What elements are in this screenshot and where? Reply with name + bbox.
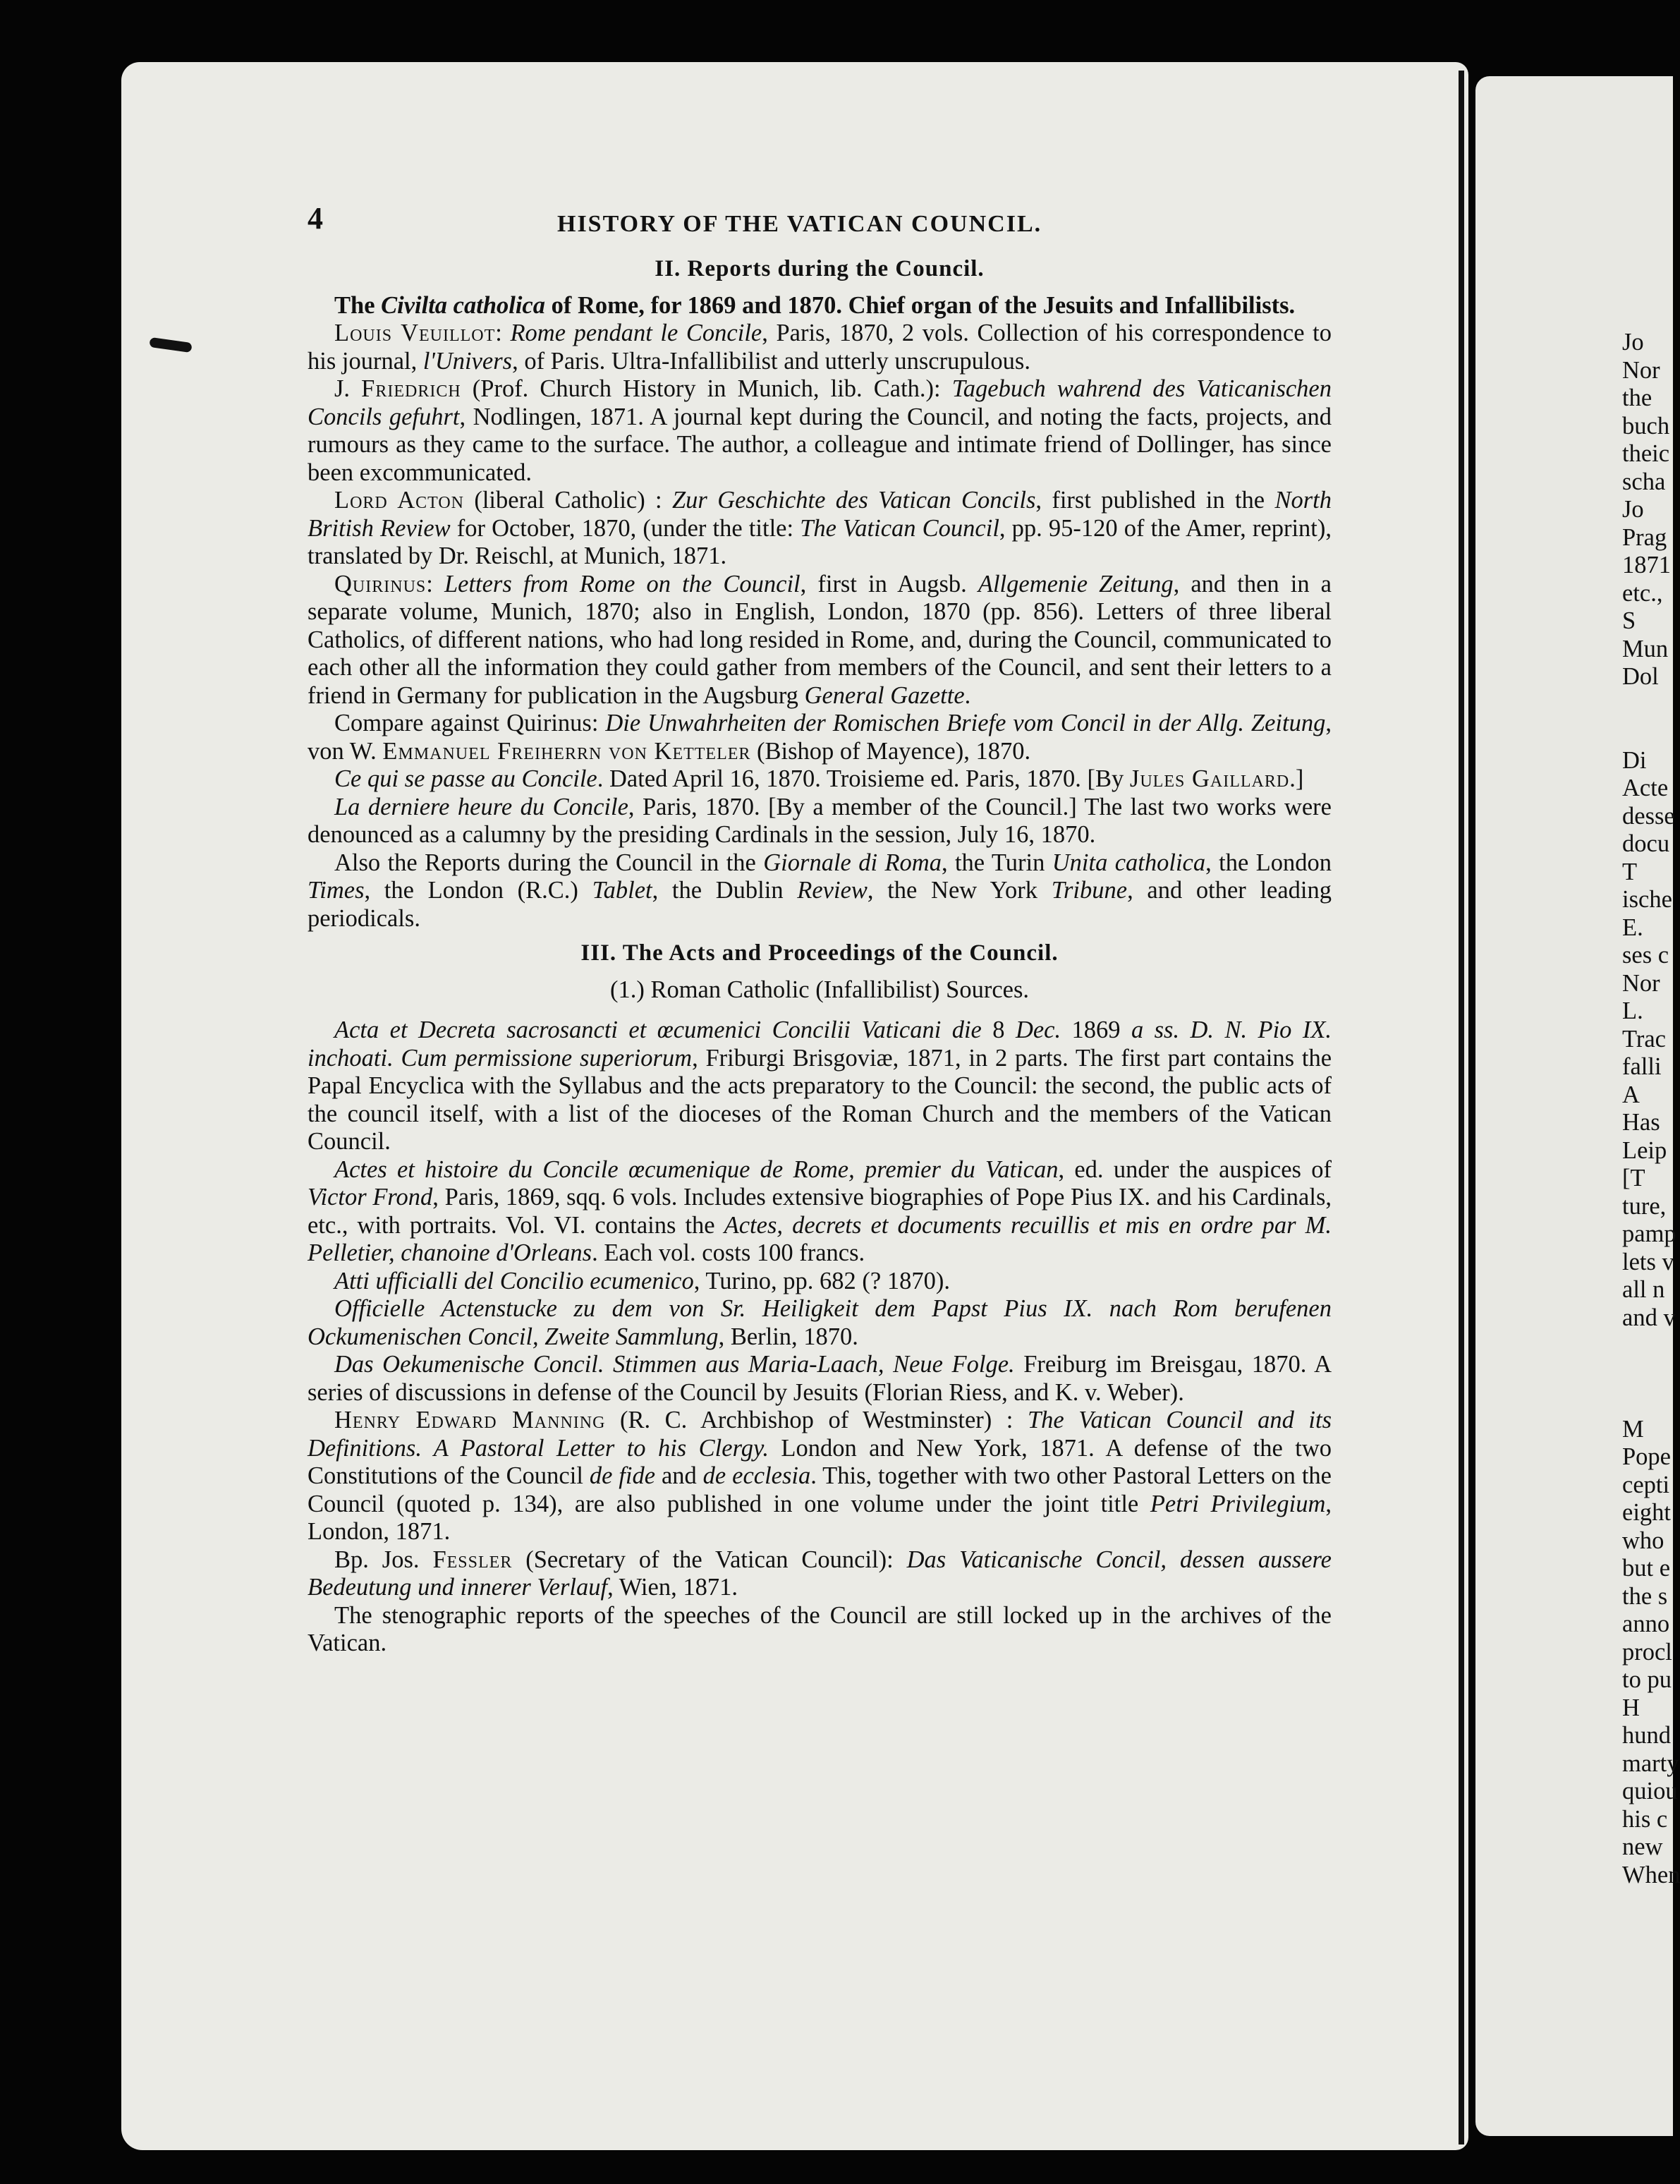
- entry-text: . This, together with two other Pastoral Letters on the Council (quoted p. 134), are also published in one volume under the joint title: [308, 1462, 1332, 1517]
- entry-text: , the New York: [867, 877, 1052, 904]
- italic-title: Victor Frond: [308, 1184, 433, 1211]
- running-title: HISTORY OF THE VATICAN COUNCIL.: [557, 211, 1042, 237]
- right-page-line: Has: [1622, 1109, 1660, 1136]
- entry-text: . Each vol. costs 100 francs.: [592, 1239, 865, 1266]
- italic-title: La derniere heure du Concile: [334, 793, 628, 820]
- right-page-line: Trac: [1622, 1025, 1666, 1052]
- entry-text: :: [495, 320, 511, 346]
- italic-title: Actes et histoire du Concile œcumenique de Rome, premier du Vatican: [334, 1155, 1059, 1183]
- right-page-line: When: [1622, 1861, 1680, 1888]
- section-3-entries: [308, 1017, 1332, 1658]
- right-page-line: new: [1622, 1833, 1663, 1860]
- bibliography-entry: [308, 1407, 1332, 1546]
- entry-text: and: [655, 1462, 703, 1489]
- italic-title: Acta et Decreta sacrosancti et œcumenici Concilii Vaticani die: [334, 1017, 982, 1043]
- entry-text: , and other leading periodicals.: [308, 877, 1332, 932]
- italic-title: Die Unwahrheiten der Romischen Briefe vom Concil in der Allg. Zeitung: [605, 710, 1326, 736]
- bibliography-entry: [308, 1017, 1332, 1156]
- right-page-line: Mun: [1622, 635, 1669, 662]
- right-page-line: scha: [1622, 468, 1666, 495]
- entry-text: , the Turin: [941, 849, 1052, 876]
- entry-text: (Prof. Church History in Munich, lib. Cath.):: [461, 375, 952, 402]
- italic-title: Rome pendant le Concile: [510, 320, 762, 346]
- right-page-line: A: [1622, 1081, 1640, 1108]
- entry-text: , Paris, 1870. [By a member of the Council.] The last two works were denounced as a calumny by the presiding Cardinals in the session, July 16, 1870.: [308, 793, 1332, 848]
- right-page-line: Prag: [1622, 523, 1667, 551]
- entry-text: The stenographic reports of the speeches of the Council are still locked up in the archives of the Vatican.: [308, 1601, 1332, 1656]
- italic-title: Atti ufficialli del Concilio ecumenico: [334, 1267, 694, 1294]
- entry-text: . Dated April 16, 1870. Troisieme ed. Paris, 1870. [By: [597, 765, 1130, 792]
- italic-title: de fide: [589, 1462, 656, 1489]
- section-3-title: III. The Acts and Proceedings of the Council.: [580, 940, 1059, 966]
- author-name: Jules Gaillard: [1129, 765, 1290, 792]
- entry-text: .]: [1289, 765, 1304, 792]
- entry-text: (Secretary of the Vatican Council):: [512, 1546, 907, 1573]
- entry-text: (Bishop of Mayence), 1870.: [750, 737, 1031, 765]
- italic-title: Dec.: [1015, 1017, 1061, 1043]
- entry-text: Bp. Jos.: [334, 1546, 433, 1573]
- entry-text: , Turino, pp. 682 (? 1870).: [693, 1267, 950, 1294]
- entry-text: , the Dublin: [652, 877, 798, 904]
- right-page-line: Di: [1622, 746, 1647, 774]
- entry-text: 8: [981, 1017, 1016, 1043]
- entry-text: , the London: [1205, 849, 1332, 876]
- author-name: Fessler: [432, 1546, 513, 1573]
- right-page-line: [T: [1622, 1165, 1645, 1191]
- italic-title: Letters from Rome on the Council: [444, 570, 801, 597]
- italic-title: General Gazette: [804, 681, 965, 709]
- section-3-subtitle: (1.) Roman Catholic (Infallibilist) Sources.: [609, 976, 1030, 1003]
- right-page-line: falli: [1622, 1053, 1662, 1080]
- right-page-line: [1622, 719, 1659, 747]
- right-page-line: procl: [1622, 1638, 1672, 1666]
- bibliography-entry: [308, 1351, 1332, 1407]
- right-page-line: Nor: [1622, 969, 1660, 997]
- italic-title: The Vatican Council: [800, 514, 999, 542]
- author-name: Friedrich: [361, 375, 461, 402]
- right-page-line: his c: [1622, 1805, 1668, 1833]
- entry-text: The: [334, 291, 382, 319]
- right-page-line: all n: [1622, 1276, 1665, 1303]
- bibliography-entry: [308, 849, 1332, 933]
- section-2-entries: [308, 292, 1332, 933]
- italic-title: Tablet: [592, 877, 652, 904]
- italic-title: Officielle Actenstucke zu dem von Sr. Heiligkeit dem Papst Pius IX. nach Rom berufenen Ockumenischen Concil, Zweite Sammlung: [308, 1295, 1332, 1350]
- right-page-line: Leip: [1622, 1136, 1667, 1164]
- right-page-line: the s: [1622, 1582, 1668, 1610]
- right-page-line: Nor: [1622, 356, 1660, 384]
- entry-text: of Rome, for 1869 and 1870. Chief organ of the Jesuits and Infallibilists.: [545, 291, 1296, 319]
- right-page-line: theic: [1622, 440, 1670, 467]
- bibliography-entry: [308, 1156, 1332, 1268]
- right-page-line: Dol: [1622, 663, 1659, 690]
- italic-title: Actes, decrets et documents recuillis et mis en ordre par M. Pelletier, chanoine d'Orleans: [308, 1211, 1332, 1266]
- right-page-line: pamp: [1622, 1220, 1676, 1247]
- entry-text: , ed. under the auspices of: [1058, 1155, 1332, 1183]
- entry-text: , first in Augsb.: [800, 570, 978, 597]
- right-page-line: marty: [1622, 1749, 1679, 1777]
- right-page-line: who: [1622, 1527, 1664, 1554]
- right-page-line: Acte: [1622, 775, 1669, 801]
- right-page-line: Jo: [1622, 329, 1644, 356]
- right-page-line: to pu: [1622, 1666, 1672, 1693]
- right-page-line: the: [1622, 384, 1652, 411]
- italic-title: a ss. D. N. Pio IX. inchoati. Cum permissione superiorum: [308, 1017, 1332, 1072]
- book-binding: [1459, 71, 1464, 2144]
- bibliography-entry: [308, 1268, 1332, 1296]
- entry-text: , London, 1871.: [308, 1490, 1332, 1545]
- right-page-fragments: [1622, 329, 1680, 1889]
- entry-text: :: [426, 570, 444, 597]
- right-page-line: but e: [1622, 1555, 1671, 1582]
- bibliography-entry: [308, 1295, 1332, 1351]
- right-page-line: E.: [1622, 914, 1643, 941]
- author-name: Emmanuel Freiherrn von Ketteler: [382, 737, 751, 765]
- bibliography-entry: [308, 1602, 1332, 1658]
- entry-text: London and New York, 1871. A defense of the two Constitutions of the Council: [308, 1434, 1332, 1489]
- page-header: [308, 201, 1332, 240]
- italic-title: North British Review: [308, 487, 1332, 542]
- right-page-line: buch: [1622, 412, 1670, 439]
- right-page-line: lets v: [1622, 1248, 1674, 1275]
- entry-text: (liberal Catholic) :: [464, 487, 672, 514]
- right-page-line: eight: [1622, 1499, 1671, 1526]
- italic-title: Ce qui se passe au Concile: [334, 765, 597, 792]
- right-page-line: etc.,: [1622, 579, 1663, 607]
- italic-title: Allgemenie Zeitung: [978, 570, 1174, 597]
- right-page-line: and v: [1622, 1304, 1676, 1331]
- right-page-line: M: [1622, 1415, 1644, 1443]
- section-2-title: II. Reports during the Council.: [655, 256, 985, 281]
- right-page-line: S: [1622, 607, 1636, 634]
- bibliography-entry: [308, 765, 1332, 794]
- entry-text: , Berlin, 1870.: [718, 1323, 858, 1350]
- right-page-line: ses c: [1622, 942, 1669, 969]
- entry-text: Compare against Quirinus:: [334, 710, 606, 736]
- entry-text: , the London (R.C.): [364, 877, 592, 904]
- bibliography-entry: [308, 1546, 1332, 1602]
- italic-title: de ecclesia: [702, 1462, 811, 1489]
- page-text: [308, 201, 1332, 1658]
- author-name: Lord Acton: [334, 487, 465, 514]
- right-page-line: quiou: [1622, 1778, 1678, 1804]
- author-name: Henry Edward Manning: [334, 1407, 606, 1433]
- bibliography-entry: [308, 571, 1332, 710]
- bibliography-entry: [308, 375, 1332, 487]
- entry-text: , pp. 95-120 of the Amer, reprint), translated by Dr. Reischl, at Munich, 1871.: [308, 514, 1332, 569]
- right-page-line: docu: [1622, 830, 1670, 857]
- right-page-line: ische: [1622, 886, 1672, 913]
- right-page-line: desse: [1622, 802, 1675, 830]
- italic-title: l'Univers: [422, 347, 513, 375]
- italic-title: Petri Privilegium: [1150, 1490, 1326, 1517]
- entry-text: , Friburgi Brisgoviæ, 1871, in 2 parts. The first part contains the Papal Encyclica with the Syllabus and the acts preparatory to the Council: the second, the public acts of the council itself, with a list of the dioceses of the Roman Church and the members of the Vatican Council.: [308, 1044, 1332, 1155]
- right-page-line: H: [1622, 1694, 1640, 1721]
- italic-title: Das Vaticanische Concil, dessen aussere Bedeutung und innerer Verlauf: [308, 1546, 1332, 1601]
- right-page-line: [1622, 1332, 1659, 1360]
- italic-title: Das Oekumenische Concil. Stimmen aus Maria-Laach, Neue Folge.: [334, 1351, 1015, 1378]
- entry-text: , Paris, 1870, 2 vols. Collection of his correspondence to his journal,: [308, 320, 1332, 375]
- right-page-line: cepti: [1622, 1471, 1670, 1498]
- bibliography-entry: [308, 794, 1332, 849]
- entry-text: , of Paris. Ultra-Infallibilist and utterly unscrupulous.: [512, 347, 1030, 375]
- entry-text: (R. C. Archbishop of Westminster) :: [605, 1407, 1028, 1433]
- right-page-line: 1871: [1622, 552, 1671, 578]
- author-name: Quirinus: [334, 570, 427, 597]
- right-page-line: Pope: [1622, 1443, 1671, 1470]
- right-page-line: T: [1622, 858, 1638, 885]
- italic-title: Times: [308, 877, 365, 904]
- bibliography-entry: [308, 487, 1332, 571]
- right-page-line: hund: [1622, 1722, 1671, 1749]
- bibliography-entry: [308, 292, 1332, 320]
- entry-text: J.: [334, 375, 362, 402]
- entry-text: , Wien, 1871.: [607, 1574, 738, 1601]
- italic-title: Tribune: [1051, 877, 1128, 904]
- entry-text: .: [964, 681, 971, 709]
- right-page-line: L.: [1622, 997, 1643, 1024]
- right-page-line: ture,: [1622, 1192, 1667, 1220]
- entry-text: for October, 1870, (under the title:: [450, 514, 801, 542]
- entry-text: , von W.: [308, 710, 1332, 765]
- entry-text: Also the Reports during the Council in the: [334, 849, 764, 876]
- bibliography-entry: [308, 710, 1332, 765]
- italic-title: Tagebuch wahrend des Vaticanischen Concils gefuhrt: [308, 375, 1332, 430]
- bibliography-entry: [308, 320, 1332, 375]
- right-page-line: Jo: [1622, 496, 1644, 523]
- entry-text: , first published in the: [1035, 487, 1275, 514]
- entry-text: Freiburg im Breisgau, 1870. A series of discussions in defense of the Council by Jesuits (Florian Riess, and K. v. Weber).: [308, 1351, 1332, 1406]
- italic-title: Zur Geschichte des Vatican Concils: [671, 487, 1036, 514]
- author-name: Louis Veuillot: [334, 320, 496, 346]
- right-page-line: [1622, 691, 1659, 720]
- entry-text: , Nodlingen, 1871. A journal kept during the Council, and noting the facts, projects, and rumours as they came to the surface. The author, a colleague and intimate friend of Dollinger, has since been excommunicated.: [308, 403, 1332, 486]
- entry-text: 1869: [1061, 1017, 1131, 1043]
- italic-title: Civilta catholica: [381, 291, 545, 319]
- right-page-line: anno: [1622, 1610, 1670, 1637]
- italic-title: The Vatican Council and its Definitions. A Pastoral Letter to his Clergy.: [308, 1407, 1332, 1462]
- italic-title: Review: [797, 877, 868, 904]
- page-number: 4: [308, 201, 323, 236]
- italic-title: Giornale di Roma: [763, 849, 942, 876]
- entry-text: , and then in a separate volume, Munich, 1870; also in English, London, 1870 (pp. 856). Letters of three liberal Catholics, of different nations, who had long resided in Rome, and, during the Council, communicated to each other all the information they could gather from members of the Council, and sent their letters to a friend in Germany for publication in the Augsburg: [308, 570, 1332, 709]
- italic-title: Unita catholica: [1052, 849, 1206, 876]
- right-page-line: [1622, 1388, 1659, 1416]
- entry-text: , Paris, 1869, sqq. 6 vols. Includes extensive biographies of Pope Pius IX. and his Cardinals, etc., with portraits. Vol. VI. contains the: [308, 1184, 1332, 1239]
- right-page-line: [1622, 1360, 1659, 1388]
